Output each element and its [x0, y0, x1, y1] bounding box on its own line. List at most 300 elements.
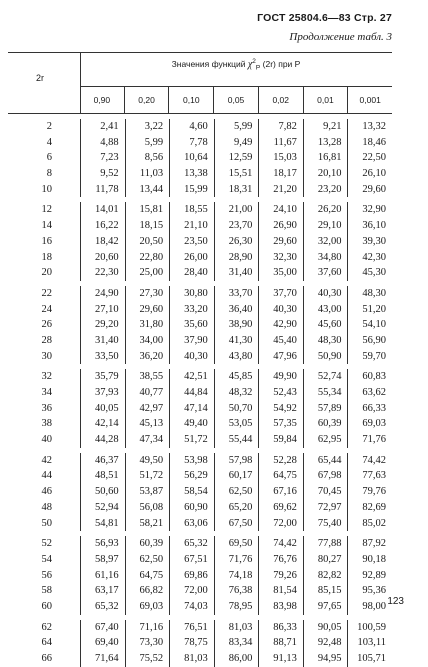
value-cell: 5,99	[125, 135, 170, 151]
value-cell: 69,03	[125, 599, 170, 615]
table-row	[8, 317, 392, 333]
value-cell: 37,70	[258, 286, 303, 302]
value-cell: 24,10	[258, 202, 303, 218]
value-cell: 80,27	[303, 552, 348, 568]
value-cell: 25,00	[125, 265, 170, 281]
value-cell: 65,32	[169, 536, 214, 552]
value-cell: 63,06	[169, 516, 214, 532]
row-label-cell: 38	[41, 418, 52, 430]
value-cell: 30,80	[169, 286, 214, 302]
value-cell: 47,96	[258, 349, 303, 365]
value-cell: 77,88	[303, 536, 348, 552]
value-cell: 61,16	[80, 568, 125, 584]
value-cell: 44,84	[169, 385, 214, 401]
value-cell: 67,50	[214, 516, 259, 532]
value-cell: 15,51	[214, 166, 259, 182]
value-cell: 49,40	[169, 416, 214, 432]
value-cell: 11,78	[80, 182, 125, 198]
row-label-cell: 30	[41, 350, 52, 362]
value-cell: 72,00	[169, 583, 214, 599]
table-row	[8, 369, 392, 385]
value-cell: 10,64	[169, 150, 214, 166]
table-row	[8, 599, 392, 615]
value-cell: 50,60	[80, 484, 125, 500]
table-row	[8, 385, 392, 401]
value-cell: 50,70	[214, 401, 259, 417]
table-row	[8, 349, 392, 365]
value-cell: 69,50	[214, 536, 259, 552]
table-row	[8, 166, 392, 182]
value-cell: 45,85	[214, 369, 259, 385]
table-row	[8, 635, 392, 651]
table-continuation-label: Продолжение табл. 3	[289, 31, 392, 43]
value-cell: 22,50	[347, 150, 392, 166]
table-row	[8, 620, 392, 636]
row-label-cell: 4	[46, 136, 52, 148]
value-cell: 94,95	[303, 651, 348, 667]
value-cell: 76,76	[258, 552, 303, 568]
value-cell: 20,10	[303, 166, 348, 182]
p-header-cell: 0,10	[168, 87, 213, 113]
value-cell: 35,60	[169, 317, 214, 333]
value-cell: 34,00	[125, 333, 170, 349]
value-cell: 66,33	[347, 401, 392, 417]
value-cell: 32,00	[303, 234, 348, 250]
value-cell: 66,82	[125, 583, 170, 599]
value-cell: 35,00	[258, 265, 303, 281]
value-cell: 91,13	[258, 651, 303, 667]
row-label-cell: 58	[41, 585, 52, 597]
row-label-cell: 50	[41, 517, 52, 529]
table-row	[8, 516, 392, 532]
value-cell: 77,63	[347, 468, 392, 484]
title-suffix: (2r) при P	[262, 58, 301, 69]
value-cell: 52,43	[258, 385, 303, 401]
value-cell: 58,54	[169, 484, 214, 500]
value-cell: 16,22	[80, 218, 125, 234]
value-cell: 37,90	[169, 333, 214, 349]
value-cell: 38,90	[214, 317, 259, 333]
value-cell: 4,88	[80, 135, 125, 151]
value-cell: 87,92	[347, 536, 392, 552]
table-row	[8, 552, 392, 568]
value-cell: 18,46	[347, 135, 392, 151]
row-label-cell: 34	[41, 387, 52, 398]
table-row	[8, 119, 392, 135]
value-cell: 7,23	[80, 150, 125, 166]
table-row	[8, 333, 392, 349]
row-label-cell: 32	[41, 371, 52, 383]
value-cell: 86,33	[258, 620, 303, 636]
value-cell: 42,14	[80, 416, 125, 432]
row-label-cell: 60	[41, 600, 52, 612]
value-cell: 15,81	[125, 202, 170, 218]
value-cell: 29,10	[303, 218, 348, 234]
value-cell: 31,40	[80, 333, 125, 349]
row-label-cell: 64	[41, 637, 52, 649]
value-cell: 50,90	[303, 349, 348, 365]
value-cell: 33,70	[214, 286, 259, 302]
table-row	[8, 536, 392, 552]
value-cell: 49,50	[125, 453, 170, 469]
table-row	[8, 218, 392, 234]
table-row	[8, 150, 392, 166]
value-cell: 23,20	[303, 182, 348, 198]
value-cell: 48,51	[80, 468, 125, 484]
value-cell: 60,90	[169, 500, 214, 516]
value-cell: 18,17	[258, 166, 303, 182]
value-cell: 27,30	[125, 286, 170, 302]
value-cell: 90,05	[303, 620, 348, 636]
p-header-cell: 0,05	[213, 87, 258, 113]
value-cell: 26,20	[303, 202, 348, 218]
value-cell: 42,51	[169, 369, 214, 385]
value-cell: 43,80	[214, 349, 259, 365]
row-label-cell: 48	[41, 501, 52, 513]
value-cell: 33,20	[169, 302, 214, 318]
value-cell: 36,20	[125, 349, 170, 365]
value-cell: 26,10	[347, 166, 392, 182]
value-cell: 11,67	[258, 135, 303, 151]
value-cell: 67,51	[169, 552, 214, 568]
value-cell: 92,48	[303, 635, 348, 651]
value-cell: 18,15	[125, 218, 170, 234]
value-cell: 18,31	[214, 182, 259, 198]
row-label-cell: 66	[41, 653, 52, 664]
value-cell: 47,34	[125, 432, 170, 448]
value-cell: 57,89	[303, 401, 348, 417]
value-cell: 62,95	[303, 432, 348, 448]
value-cell: 56,29	[169, 468, 214, 484]
value-cell: 48,30	[303, 333, 348, 349]
value-cell: 39,30	[347, 234, 392, 250]
value-cell: 32,90	[347, 202, 392, 218]
value-cell: 27,10	[80, 302, 125, 318]
value-cell: 70,45	[303, 484, 348, 500]
value-cell: 31,80	[125, 317, 170, 333]
value-cell: 75,52	[125, 651, 170, 667]
p-header-cell: 0,20	[124, 87, 169, 113]
value-cell: 51,72	[169, 432, 214, 448]
value-cell: 9,52	[80, 166, 125, 182]
value-cell: 38,55	[125, 369, 170, 385]
value-cell: 64,75	[258, 468, 303, 484]
table-row	[8, 234, 392, 250]
row-label-cell: 16	[41, 235, 52, 247]
value-cell: 55,34	[303, 385, 348, 401]
value-cell: 37,93	[80, 385, 125, 401]
value-cell: 71,16	[125, 620, 170, 636]
table-row	[8, 453, 392, 469]
value-cell: 13,38	[169, 166, 214, 182]
value-cell: 92,89	[347, 568, 392, 584]
row-label-cell: 54	[41, 553, 52, 565]
value-cell: 74,42	[347, 453, 392, 469]
value-cell: 4,60	[169, 119, 214, 135]
value-cell: 22,80	[125, 250, 170, 266]
value-cell: 13,44	[125, 182, 170, 198]
value-cell: 22,30	[80, 265, 125, 281]
value-cell: 59,70	[347, 349, 392, 365]
value-cell: 45,40	[258, 333, 303, 349]
row-label-cell: 44	[41, 470, 52, 482]
row-header-2r: 2r	[36, 73, 45, 83]
value-cell: 69,03	[347, 416, 392, 432]
value-cell: 105,71	[347, 651, 392, 667]
value-cell: 57,35	[258, 416, 303, 432]
row-label-cell: 26	[41, 319, 52, 331]
value-cell: 31,40	[214, 265, 259, 281]
table-row	[8, 468, 392, 484]
value-cell: 65,44	[303, 453, 348, 469]
p-header-cell: 0,01	[303, 87, 348, 113]
value-cell: 5,99	[214, 119, 259, 135]
value-cell: 42,30	[347, 250, 392, 266]
value-cell: 41,30	[214, 333, 259, 349]
value-cell: 23,70	[214, 218, 259, 234]
table-row	[8, 135, 392, 151]
value-cell: 26,00	[169, 250, 214, 266]
table-row	[8, 286, 392, 302]
value-cell: 40,30	[258, 302, 303, 318]
value-cell: 14,01	[80, 202, 125, 218]
value-cell: 53,87	[125, 484, 170, 500]
value-cell: 71,76	[214, 552, 259, 568]
title-prefix: Значения функций	[171, 58, 246, 69]
value-cell: 60,39	[303, 416, 348, 432]
value-cell: 81,03	[214, 620, 259, 636]
value-cell: 28,90	[214, 250, 259, 266]
value-cell: 49,90	[258, 369, 303, 385]
value-cell: 24,90	[80, 286, 125, 302]
value-cell: 83,98	[258, 599, 303, 615]
row-label-cell: 14	[41, 220, 52, 232]
value-cell: 83,34	[214, 635, 259, 651]
value-cell: 21,10	[169, 218, 214, 234]
table-title	[80, 59, 392, 85]
value-cell: 86,00	[214, 651, 259, 667]
value-cell: 71,76	[347, 432, 392, 448]
value-cell: 29,60	[258, 234, 303, 250]
table-row	[8, 484, 392, 500]
value-cell: 72,97	[303, 500, 348, 516]
value-cell: 62,50	[125, 552, 170, 568]
value-cell: 95,36	[347, 583, 392, 599]
row-label-cell: 10	[41, 183, 52, 195]
value-cell: 82,82	[303, 568, 348, 584]
chi-square-table	[8, 52, 392, 667]
value-cell: 47,14	[169, 401, 214, 417]
value-cell: 40,05	[80, 401, 125, 417]
row-label-cell: 46	[41, 486, 52, 498]
table-body	[8, 119, 392, 667]
value-cell: 56,08	[125, 500, 170, 516]
row-label-cell: 62	[41, 621, 52, 633]
value-cell: 60,39	[125, 536, 170, 552]
table-row	[8, 302, 392, 318]
value-cell: 9,49	[214, 135, 259, 151]
value-cell: 7,78	[169, 135, 214, 151]
value-cell: 81,54	[258, 583, 303, 599]
row-label-cell: 6	[46, 152, 52, 164]
value-cell: 67,40	[80, 620, 125, 636]
value-cell: 40,30	[169, 349, 214, 365]
value-cell: 59,84	[258, 432, 303, 448]
chi-symbol: χ	[247, 58, 253, 70]
value-cell: 79,76	[347, 484, 392, 500]
row-label-cell: 8	[46, 168, 52, 180]
row-label-cell: 2	[46, 121, 52, 132]
table-row	[8, 583, 392, 599]
table-row	[8, 432, 392, 448]
value-cell: 20,60	[80, 250, 125, 266]
table-row	[8, 250, 392, 266]
row-label-cell: 12	[41, 204, 52, 216]
value-cell: 23,50	[169, 234, 214, 250]
value-cell: 52,74	[303, 369, 348, 385]
value-cell: 16,81	[303, 150, 348, 166]
value-cell: 97,65	[303, 599, 348, 615]
value-cell: 67,16	[258, 484, 303, 500]
value-cell: 65,32	[80, 599, 125, 615]
value-cell: 69,40	[80, 635, 125, 651]
table-row	[8, 182, 392, 198]
value-cell: 76,38	[214, 583, 259, 599]
value-cell: 2,41	[80, 119, 125, 135]
value-cell: 53,98	[169, 453, 214, 469]
value-cell: 81,03	[169, 651, 214, 667]
value-cell: 82,69	[347, 500, 392, 516]
value-cell: 52,28	[258, 453, 303, 469]
value-cell: 48,30	[347, 286, 392, 302]
value-cell: 55,44	[214, 432, 259, 448]
value-cell: 57,98	[214, 453, 259, 469]
value-cell: 100,59	[347, 620, 392, 636]
value-cell: 13,32	[347, 119, 392, 135]
value-cell: 35,79	[80, 369, 125, 385]
value-cell: 42,97	[125, 401, 170, 417]
value-cell: 71,64	[80, 651, 125, 667]
value-cell: 18,42	[80, 234, 125, 250]
value-cell: 12,59	[214, 150, 259, 166]
table-row	[8, 651, 392, 667]
row-label-cell: 28	[41, 334, 52, 346]
value-cell: 29,60	[347, 182, 392, 198]
value-cell: 88,71	[258, 635, 303, 651]
value-cell: 45,60	[303, 317, 348, 333]
value-cell: 63,62	[347, 385, 392, 401]
value-cell: 60,83	[347, 369, 392, 385]
row-label-cell: 20	[41, 267, 52, 279]
row-label-cell: 40	[41, 434, 52, 446]
page-number: 123	[387, 596, 404, 607]
value-cell: 26,90	[258, 218, 303, 234]
value-cell: 21,20	[258, 182, 303, 198]
table-header	[8, 53, 392, 114]
value-cell: 85,15	[303, 583, 348, 599]
row-label-cell: 36	[41, 402, 52, 414]
value-cell: 76,51	[169, 620, 214, 636]
value-cell: 40,30	[303, 286, 348, 302]
value-cell: 53,05	[214, 416, 259, 432]
document-header: ГОСТ 25804.6—83 Стр. 27	[257, 12, 392, 24]
value-cell: 15,99	[169, 182, 214, 198]
table-row	[8, 265, 392, 281]
value-cell: 72,00	[258, 516, 303, 532]
value-cell: 65,20	[214, 500, 259, 516]
value-cell: 26,30	[214, 234, 259, 250]
value-cell: 15,03	[258, 150, 303, 166]
value-cell: 103,11	[347, 635, 392, 651]
row-label-cell: 22	[41, 287, 52, 299]
value-cell: 56,90	[347, 333, 392, 349]
value-cell: 18,55	[169, 202, 214, 218]
value-cell: 69,86	[169, 568, 214, 584]
value-cell: 37,60	[303, 265, 348, 281]
value-cell: 62,50	[214, 484, 259, 500]
value-cell: 7,82	[258, 119, 303, 135]
value-cell: 8,56	[125, 150, 170, 166]
row-label-cell: 56	[41, 569, 52, 581]
value-cell: 29,60	[125, 302, 170, 318]
value-cell: 67,98	[303, 468, 348, 484]
value-cell: 11,03	[125, 166, 170, 182]
value-cell: 63,17	[80, 583, 125, 599]
table-row	[8, 401, 392, 417]
value-cell: 54,81	[80, 516, 125, 532]
p-header-cell: 0,90	[93, 95, 111, 105]
value-cell: 78,75	[169, 635, 214, 651]
row-label-cell: 52	[41, 538, 52, 550]
table-row	[8, 500, 392, 516]
value-cell: 44,28	[80, 432, 125, 448]
value-cell: 54,92	[258, 401, 303, 417]
value-cell: 21,00	[214, 202, 259, 218]
value-cell: 56,93	[80, 536, 125, 552]
value-cell: 33,50	[80, 349, 125, 365]
value-cell: 51,20	[347, 302, 392, 318]
value-cell: 69,62	[258, 500, 303, 516]
value-cell: 58,21	[125, 516, 170, 532]
value-cell: 75,40	[303, 516, 348, 532]
value-cell: 54,10	[347, 317, 392, 333]
value-cell: 43,00	[303, 302, 348, 318]
value-cell: 46,37	[80, 453, 125, 469]
value-cell: 64,75	[125, 568, 170, 584]
value-cell: 28,40	[169, 265, 214, 281]
value-cell: 40,77	[125, 385, 170, 401]
row-label-cell: 24	[41, 303, 52, 315]
value-cell: 52,94	[80, 500, 125, 516]
value-cell: 73,30	[125, 635, 170, 651]
value-cell: 74,18	[214, 568, 259, 584]
value-cell: 79,26	[258, 568, 303, 584]
value-cell: 48,32	[214, 385, 259, 401]
value-cell: 74,03	[169, 599, 214, 615]
table-row	[8, 568, 392, 584]
value-cell: 45,13	[125, 416, 170, 432]
value-cell: 78,95	[214, 599, 259, 615]
value-cell: 60,17	[214, 468, 259, 484]
value-cell: 36,40	[214, 302, 259, 318]
value-cell: 32,30	[258, 250, 303, 266]
value-cell: 45,30	[347, 265, 392, 281]
value-cell: 74,42	[258, 536, 303, 552]
row-label-cell: 18	[41, 251, 52, 263]
table-row	[8, 202, 392, 218]
value-cell: 29,20	[80, 317, 125, 333]
chi-subscript: P	[255, 64, 261, 72]
